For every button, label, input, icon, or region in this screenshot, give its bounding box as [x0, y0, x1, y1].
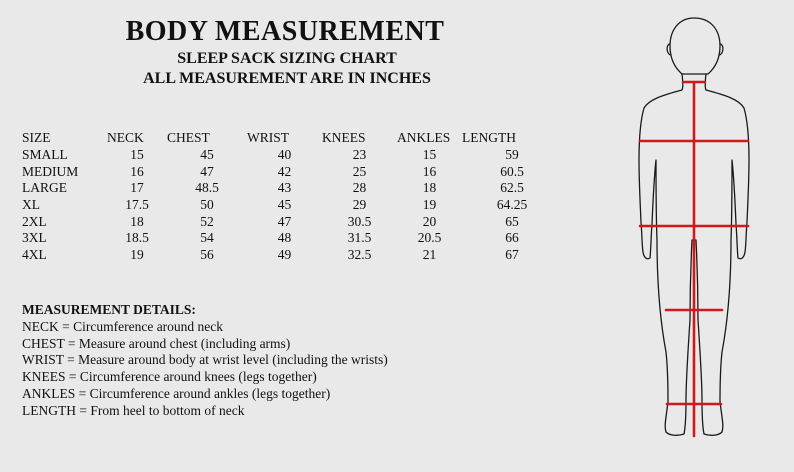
table-cell: 43	[277, 180, 292, 196]
measurement-lines	[640, 82, 748, 436]
column-header: WRIST	[247, 130, 289, 146]
column-header: NECK	[107, 130, 144, 146]
size-label: SMALL	[22, 147, 68, 163]
details-heading: MEASUREMENT DETAILS:	[22, 302, 196, 317]
table-cell: 32.5	[347, 247, 372, 263]
table-row	[22, 163, 562, 180]
table-row	[22, 180, 562, 197]
column-header: KNEES	[322, 130, 366, 146]
column-header: ANKLES	[397, 130, 451, 146]
table-cell: 50	[200, 197, 214, 213]
table-cell: 66	[505, 230, 519, 246]
detail-line: WRIST = Measure around body at wrist level (including the wrists)	[22, 352, 388, 368]
size-label: MEDIUM	[22, 163, 79, 179]
table-cell: 30.5	[347, 213, 372, 229]
table-cell: 52	[200, 213, 214, 229]
table-cell: 18.5	[125, 230, 149, 246]
detail-line: KNEES = Circumference around knees (legs together)	[22, 369, 317, 385]
table-cell: 40	[277, 147, 292, 163]
table-cell: 47	[277, 213, 292, 229]
table-cell: 16	[130, 163, 144, 179]
table-cell: 48	[277, 230, 292, 246]
table-cell: 23	[352, 147, 367, 163]
table-cell: 17.5	[125, 197, 149, 213]
table-cell: 28	[352, 180, 367, 196]
table-cell: 65	[505, 213, 519, 229]
size-label: XL	[22, 197, 40, 213]
table-cell: 42	[277, 163, 292, 179]
detail-line: LENGTH = From heel to bottom of neck	[22, 402, 245, 418]
table-row	[22, 230, 562, 247]
size-label: LARGE	[22, 180, 67, 196]
units-note: ALL MEASUREMENT ARE IN INCHES	[143, 70, 431, 87]
table-row	[22, 197, 562, 214]
table-cell: 59	[505, 147, 519, 163]
page-title: BODY MEASUREMENT	[125, 16, 445, 47]
table-cell: 29	[352, 197, 367, 213]
body-outline-icon	[600, 0, 794, 467]
table-cell: 19	[422, 197, 437, 213]
size-table	[22, 130, 562, 264]
size-label: 2XL	[22, 213, 47, 229]
column-header: CHEST	[167, 130, 210, 146]
table-cell: 45	[200, 147, 214, 163]
table-cell: 31.5	[347, 230, 372, 246]
column-header: LENGTH	[462, 130, 516, 146]
table-cell: 25	[352, 163, 367, 179]
detail-line: ANKLES = Circumference around ankles (legs together)	[22, 385, 331, 401]
table-row	[22, 147, 562, 164]
table-body	[22, 147, 562, 264]
body-figure	[600, 0, 794, 472]
table-cell: 48.5	[195, 180, 219, 196]
table-cell: 67	[505, 247, 519, 263]
table-row	[22, 247, 562, 264]
size-label: 4XL	[22, 247, 47, 263]
table-header-row	[22, 130, 562, 147]
table-cell: 49	[277, 247, 292, 263]
table-cell: 19	[130, 247, 144, 263]
table-cell: 17	[130, 180, 144, 196]
table-row	[22, 213, 562, 230]
detail-line: NECK = Circumference around neck	[22, 318, 224, 334]
table-cell: 20.5	[417, 230, 442, 246]
table-cell: 56	[200, 247, 214, 263]
table-cell: 21	[422, 247, 437, 263]
table-cell: 18	[130, 213, 144, 229]
table-cell: 47	[200, 163, 214, 179]
table-cell: 45	[277, 197, 292, 213]
size-label: 3XL	[22, 230, 47, 246]
table-cell: 64.25	[496, 197, 528, 213]
detail-line: CHEST = Measure around chest (including arms)	[22, 335, 291, 351]
table-cell: 60.5	[500, 163, 524, 179]
table-cell: 15	[130, 147, 144, 163]
column-header: SIZE	[22, 130, 51, 146]
table-cell: 54	[200, 230, 214, 246]
chart-subtitle: SLEEP SACK SIZING CHART	[177, 50, 397, 67]
table-cell: 16	[422, 163, 437, 179]
measurement-details	[22, 302, 388, 420]
table-cell: 18	[422, 180, 437, 196]
table-cell: 62.5	[500, 180, 524, 196]
table-cell: 20	[422, 213, 437, 229]
table-cell: 15	[422, 147, 437, 163]
